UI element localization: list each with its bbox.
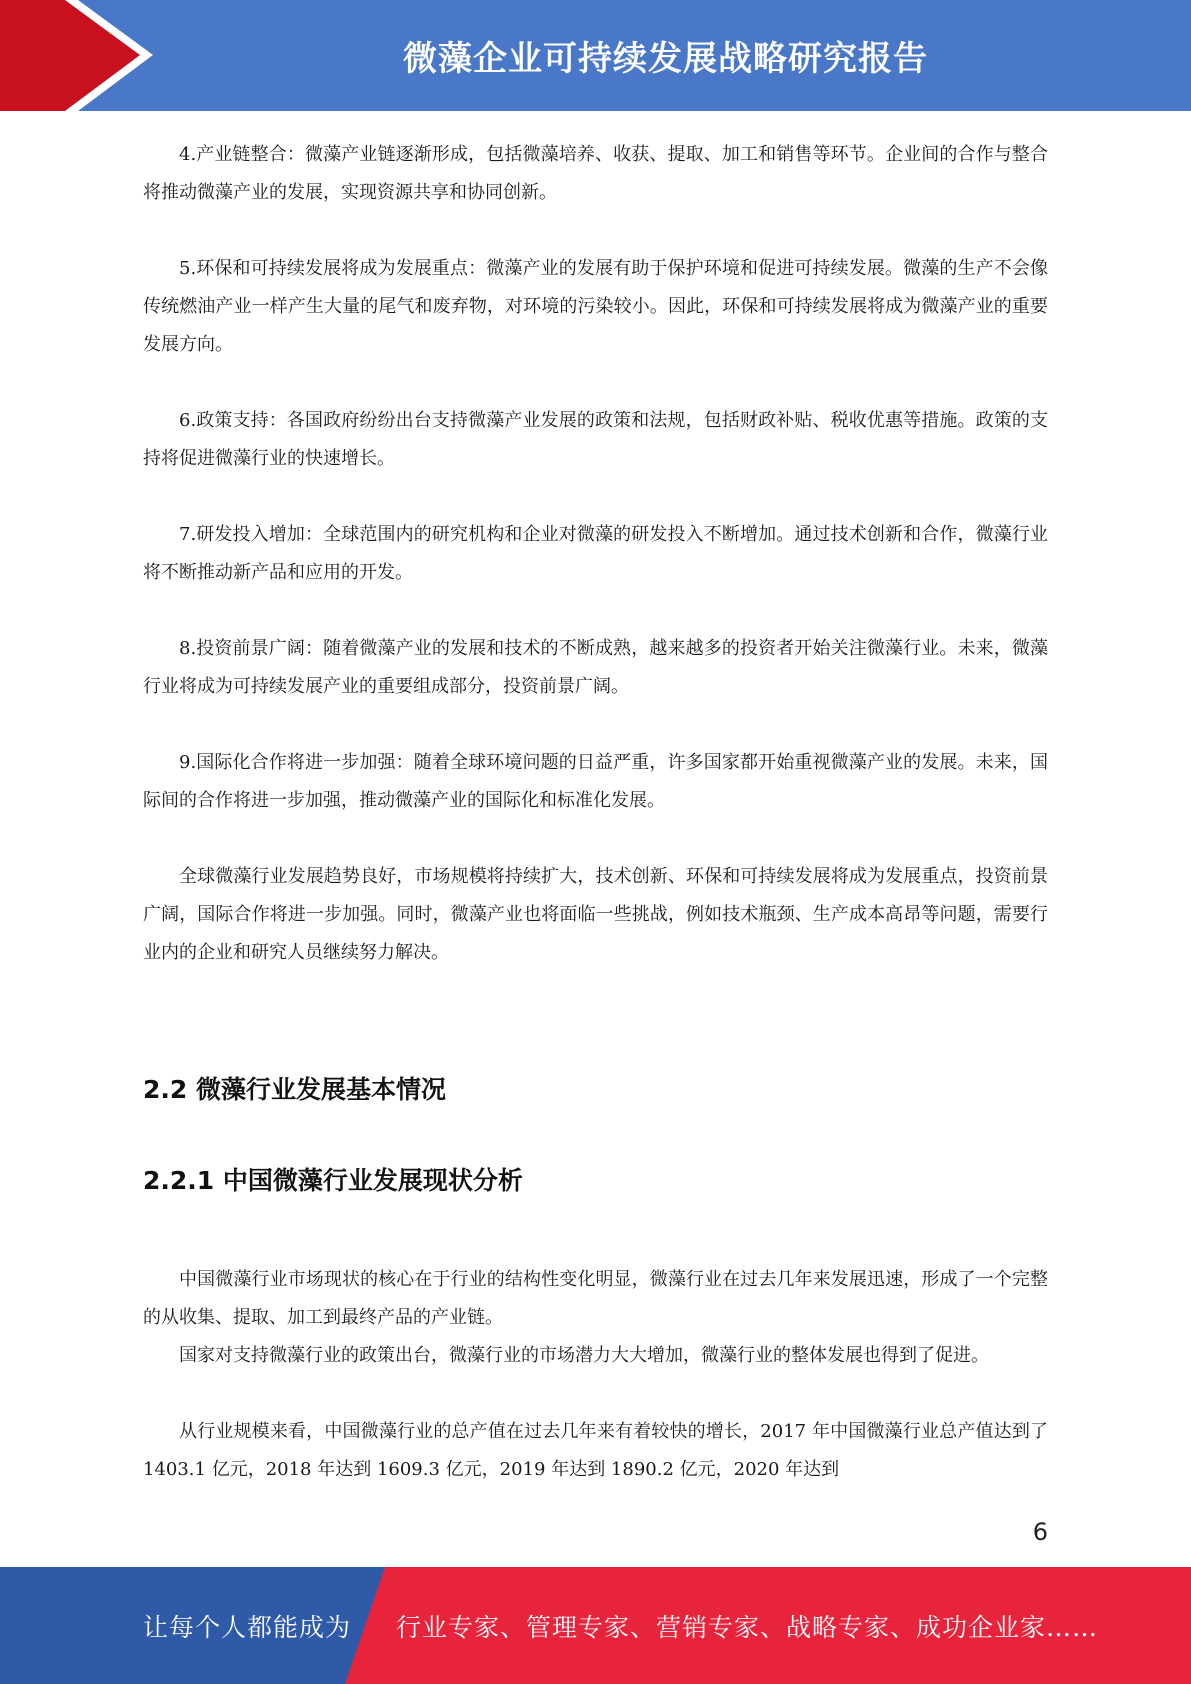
section-heading-2-2: 2.2 微藻行业发展基本情况 [143, 1075, 446, 1104]
paragraph-rnd: 7.研发投入增加：全球范围内的研究机构和企业对微藻的研发投入不断增加。通过技术创新和合作，微藻行业将不断推动新产品和应用的开发。 [143, 524, 1048, 583]
page-header [0, 0, 1191, 111]
page-body [143, 136, 1048, 1489]
red-chevron-shape [0, 0, 140, 111]
paragraph-investment: 8.投资前景广阔：随着微藻产业的发展和技术的不断成熟，越来越多的投资者开始关注微藻行业。未来，微藻行业将成为可持续发展产业的重要组成部分，投资前景广阔。 [143, 638, 1048, 697]
paragraph-international: 9.国际化合作将进一步加强：随着全球环境问题的日益严重，许多国家都开始重视微藻产业的发展。未来，国际间的合作将进一步加强，推动微藻产业的国际化和标准化发展。 [143, 752, 1048, 811]
section-heading-2-2-1: 2.2.1 中国微藻行业发展现状分析 [143, 1166, 523, 1195]
paragraph-policy: 6.政策支持：各国政府纷纷出台支持微藻产业发展的政策和法规，包括财政补贴、税收优惠等措施。政策的支持将促进微藻行业的快速增长。 [143, 410, 1048, 469]
page-number: 6 [1032, 1518, 1048, 1546]
footer-slogan-right: 行业专家、管理专家、营销专家、战略专家、成功企业家…… [396, 1612, 1099, 1642]
report-title: 微藻企业可持续发展战略研究报告 [403, 39, 928, 79]
paragraph-policy-support: 国家对支持微藻行业的政策出台，微藻行业的市场潜力大大增加，微藻行业的整体发展也得到了促进。 [179, 1345, 989, 1366]
paragraph-industry-scale: 从行业规模来看，中国微藻行业的总产值在过去几年来有着较快的增长，2017 年中国微藻行业总产值达到了 1403.1 亿元，2018 年达到 1609.3 亿元，2019 年达到 1890.2 亿元，2020 年达到 [143, 1421, 1048, 1480]
page-footer [0, 1567, 1191, 1684]
paragraph-market-status: 中国微藻行业市场现状的核心在于行业的结构性变化明显，微藻行业在过去几年来发展迅速，形成了一个完整的从收集、提取、加工到最终产品的产业链。 [143, 1269, 1048, 1328]
footer-slogan-left: 让每个人都能成为 [143, 1612, 352, 1642]
paragraph-industry-chain: 4.产业链整合：微藻产业链逐渐形成，包括微藻培养、收获、提取、加工和销售等环节。企业间的合作与整合将推动微藻产业的发展，实现资源共享和协同创新。 [143, 144, 1048, 203]
paragraph-summary: 全球微藻行业发展趋势良好，市场规模将持续扩大，技术创新、环保和可持续发展将成为发展重点，投资前景广阔，国际合作将进一步加强。同时，微藻产业也将面临一些挑战，例如技术瓶颈、生产成本高昂等问题，需要行业内的企业和研究人员继续努力解决。 [143, 866, 1048, 963]
paragraph-environment: 5.环保和可持续发展将成为发展重点：微藻产业的发展有助于保护环境和促进可持续发展。微藻的生产不会像传统燃油产业一样产生大量的尾气和废弃物，对环境的污染较小。因此，环保和可持续发展将成为微藻产业的重要发展方向。 [143, 258, 1048, 355]
